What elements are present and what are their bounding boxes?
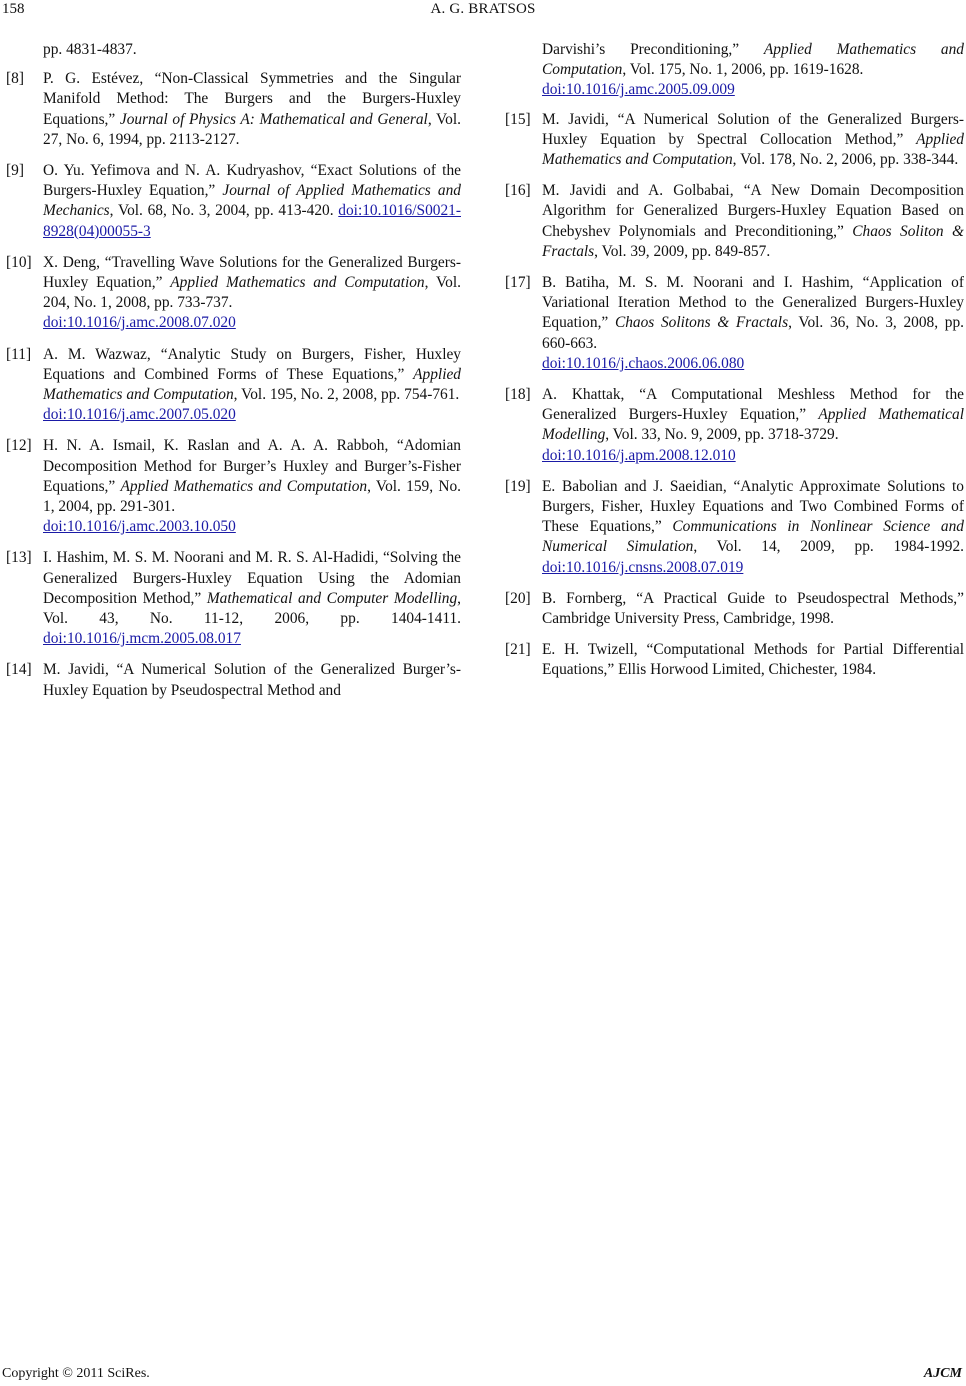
reference-text [542, 110, 964, 171]
reference-entry [6, 660, 461, 700]
reference-authors-title: A. M. Wazwaz, “Analytic Study on Burgers, Fisher, Huxley Equations and Combined Forms of These Equations,” [43, 345, 461, 383]
reference-journal: Applied Mathematics and Computation [542, 130, 964, 169]
doi-link[interactable]: doi:10.1016/j.chaos.2006.06.080 [542, 354, 745, 372]
reference-text [542, 181, 964, 262]
reference-text [542, 273, 964, 374]
reference-authors-title: Darvishi’s Preconditioning,” [542, 41, 764, 58]
reference-entry [6, 69, 461, 150]
reference-authors-title: A. Khattak, “A Computational Meshless Method for the Generalized Burgers-Huxley Equation,” [542, 386, 964, 424]
reference-volume-pages: , Vol. 14, 2009, pp. 1984-1992. [693, 538, 964, 556]
page-header [0, 0, 966, 24]
reference-text [43, 69, 461, 150]
reference-number: [19] [505, 477, 531, 495]
doi-link[interactable]: doi:10.1016/j.apm.2008.12.010 [542, 446, 736, 464]
reference-authors-title: M. Javidi and A. Golbabai, “A New Domain Decomposition Algorithm for Generalized Burgers-Huxley Equation Based on Chebyshev Polynomials and Preconditioning,” [542, 182, 964, 240]
reference-volume-pages: , Vol. 43, No. 11-12, 2006, pp. 1404-1411. [43, 589, 461, 628]
reference-entry [505, 640, 964, 680]
page-number: 158 [2, 1, 25, 17]
reference-text [43, 161, 461, 242]
reference-text-fragment: pp. 4831-4837. [43, 41, 137, 58]
reference-journal: Applied Mathematical Modelling [542, 406, 964, 444]
reference-authors-title: E. H. Twizell, “Computational Methods for Partial Differential Equations,” Ellis Horwood Limited, Chichester, 1984. [542, 641, 964, 679]
doi-link[interactable]: doi:10.1016/j.amc.2005.09.009 [542, 81, 735, 99]
reference-volume-pages: , Vol. 204, No. 1, 2008, pp. 733-737. [43, 274, 461, 312]
doi-link[interactable]: doi:10.1016/j.amc.2008.07.020 [43, 314, 236, 332]
copyright-notice: Copyright © 2011 SciRes. [2, 1366, 150, 1381]
reference-volume-pages: , Vol. 159, No. 1, 2004, pp. 291-301. [43, 477, 461, 516]
reference-entry [505, 385, 964, 466]
reference-authors-title: M. Javidi, “A Numerical Solution of the Generalized Burgers-Huxley Equation by Spectral Collocation Method,” [542, 110, 964, 148]
reference-number: [18] [505, 386, 531, 404]
reference-entry [6, 161, 461, 242]
reference-text [542, 477, 964, 578]
reference-text [542, 589, 964, 629]
reference-entry [505, 181, 964, 262]
reference-journal: Chaos Soliton & Fractals [542, 222, 965, 260]
reference-text [542, 385, 964, 466]
reference-entry [6, 40, 461, 60]
reference-number: [15] [505, 110, 531, 128]
doi-link[interactable]: doi:10.1016/j.amc.2007.05.020 [43, 406, 236, 424]
reference-volume-pages: , Vol. 39, 2009, pp. 849-857. [594, 242, 771, 260]
reference-number: [12] [6, 437, 32, 455]
reference-number: [20] [505, 589, 531, 607]
reference-text [43, 548, 461, 649]
reference-number: [16] [505, 182, 531, 200]
reference-journal: Applied Mathematics and Computation [120, 477, 368, 495]
reference-entry [505, 589, 964, 629]
reference-authors-title: M. Javidi, “A Numerical Solution of the Generalized Burger’s-Huxley Equation by Pseudospectral Method and [43, 661, 461, 699]
reference-authors-title: I. Hashim, M. S. M. Noorani and M. R. S. Al-Hadidi, “Solving the Generalized Burgers-Huxley Equation Using the Adomian Decomposition Method,” [43, 549, 461, 607]
running-head-author: A. G. BRATSOS [430, 1, 536, 17]
reference-authors-title: E. Babolian and J. Saeidian, “Analytic Approximate Solutions to Burgers, Fisher, Huxley Equations and Two Combined Forms of These Equations,” [542, 477, 964, 536]
reference-journal: Communications in Nonlinear Science and Numerical Simulation [542, 518, 964, 556]
reference-column-left [6, 40, 461, 712]
reference-volume-pages: , Vol. 33, No. 9, 2009, pp. 3718-3729. [605, 426, 839, 444]
reference-volume-pages: , Vol. 68, No. 3, 2004, pp. 413-420. [109, 202, 339, 220]
reference-entry [505, 273, 964, 374]
reference-text [43, 436, 461, 537]
reference-journal: Applied Mathematics and Computation [43, 365, 461, 404]
reference-authors-title: O. Yu. Yefimova and N. A. Kudryashov, “Exact Solutions of the Burgers-Huxley Equation,” [43, 162, 461, 200]
reference-number: [13] [6, 549, 32, 567]
reference-entry [505, 110, 964, 171]
reference-column-right [505, 40, 964, 692]
reference-journal: Chaos Solitons & Fractals [614, 314, 789, 332]
reference-authors-title: B. Batiha, M. S. M. Noorani and I. Hashim, “Application of Variational Iteration Method to the Generalized Burgers-Huxley Equation,” [542, 274, 964, 332]
page-footer [0, 1366, 966, 1386]
reference-entry [6, 436, 461, 537]
reference-text [542, 40, 964, 101]
reference-journal: Applied Mathematics and Computation [170, 274, 425, 292]
reference-number: [10] [6, 253, 32, 271]
reference-number: [11] [6, 345, 32, 363]
reference-entry [6, 345, 461, 426]
reference-text [43, 253, 461, 334]
reference-authors-title: P. G. Estévez, “Non-Classical Symmetries and the Singular Manifold Method: The Burgers and the Burgers-Huxley Equations,” [43, 70, 461, 128]
reference-entry [6, 253, 461, 334]
reference-authors-title: B. Fornberg, “A Practical Guide to Pseudospectral Methods,” Cambridge University Press, Cambridge, 1998. [542, 589, 964, 628]
doi-link[interactable]: doi:10.1016/j.mcm.2005.08.017 [43, 630, 241, 648]
reference-authors-title: X. Deng, “Travelling Wave Solutions for the Generalized Burgers-Huxley Equation,” [43, 253, 461, 292]
reference-text [542, 640, 964, 680]
reference-volume-pages: , Vol. 178, No. 2, 2006, pp. 338-344. [732, 151, 959, 169]
reference-number: [17] [505, 274, 531, 292]
reference-journal: Mathematical and Computer Modelling [206, 589, 458, 607]
reference-number: [21] [505, 641, 531, 659]
doi-link[interactable]: doi:10.1016/j.cnsns.2008.07.019 [542, 558, 744, 576]
reference-number: [8] [6, 70, 24, 88]
reference-journal: Journal of Physics A: Mathematical and General [119, 110, 428, 128]
reference-volume-pages: , Vol. 27, No. 6, 1994, pp. 2113-2127. [43, 110, 461, 148]
reference-number: [14] [6, 661, 32, 679]
reference-entry [505, 477, 964, 578]
reference-text [43, 660, 461, 700]
doi-link[interactable]: doi:10.1016/S0021-8928(04)00055-3 [43, 202, 461, 240]
reference-number: [9] [6, 162, 24, 180]
reference-authors-title: H. N. A. Ismail, K. Raslan and A. A. A. Rabboh, “Adomian Decomposition Method for Burger’s Huxley and Burger’s-Fisher Equations,” [43, 437, 461, 495]
doi-link[interactable]: doi:10.1016/j.amc.2003.10.050 [43, 518, 236, 536]
reference-volume-pages: , Vol. 195, No. 2, 2008, pp. 754-761. [233, 386, 460, 404]
reference-volume-pages: , Vol. 175, No. 1, 2006, pp. 1619-1628. [622, 61, 864, 79]
reference-entry [6, 548, 461, 649]
journal-abbreviation: AJCM [923, 1366, 962, 1381]
reference-journal: Journal of Applied Mathematics and Mechanics [43, 182, 461, 220]
reference-entry [505, 40, 964, 101]
reference-text [43, 345, 461, 426]
reference-journal: Applied Mathematics and Computation [542, 41, 964, 79]
reference-volume-pages: , Vol. 36, No. 3, 2008, pp. 660-663. [542, 314, 964, 352]
reference-text [43, 40, 461, 60]
